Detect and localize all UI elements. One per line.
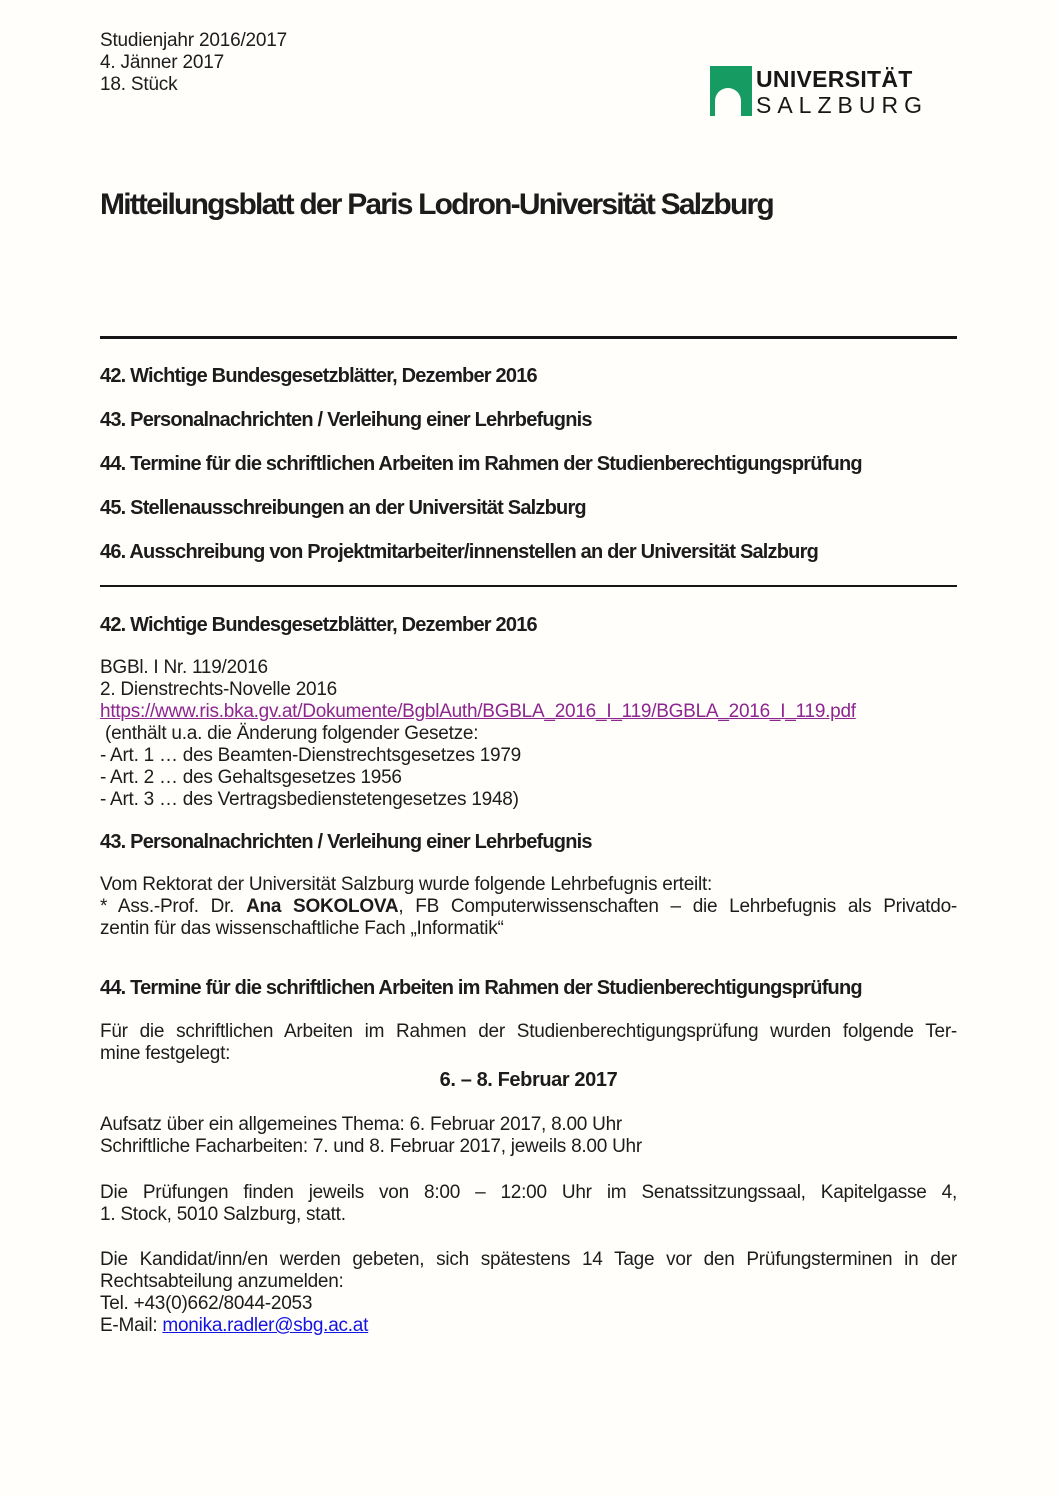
informatik-line: zentin für das wissenschaftliche Fach „Informatik“ [100,918,504,939]
toc-item-42: 42. Wichtige Bundesgesetzblätter, Dezember 2016 [100,364,537,387]
rektorat-line: Vom Rektorat der Universität Salzburg wurde folgende Lehrbefugnis erteilt: [100,874,713,895]
sokolova-prefix: * Ass.-Prof. Dr. [100,896,247,917]
exam-schedule [100,1114,957,1158]
bgbl-number: BGBl. I Nr. 119/2016 [100,657,268,678]
exam-location [100,1182,957,1226]
enthaelt-line: (enthält u.a. die Änderung folgender Gesetze: [105,723,479,744]
section-42-body [100,657,957,811]
toc-item-45: 45. Stellenausschreibungen an der Universität Salzburg [100,496,586,519]
issue-studienjahr: Studienjahr 2016/2017 [100,30,288,51]
issue-date: 4. Jänner 2017 [100,52,224,73]
bgbl-pdf-link[interactable]: https://www.ris.bka.gv.at/Dokumente/BgblAuth/BGBLA_2016_I_119/BGBLA_2016_I_119.pdf [100,701,856,722]
exam-date-range: 6. – 8. Februar 2017 [439,1069,618,1091]
pruefungen-line1: Die Prüfungen finden jeweils von 8:00 – 12:00 Uhr im Senatssitzungssaal, Kapitelgasse 4, [100,1182,957,1203]
issue-header [100,30,287,96]
sokolova-name: Ana SOKOLOVA [246,896,399,917]
sokolova-suffix: , FB Computerwissenschaften – die Lehrbefugnis als Privatdo- [398,896,957,917]
art1-line: - Art. 1 … des Beamten-Dienstrechtsgesetzes 1979 [100,745,521,766]
section-43-body [100,874,957,940]
kandidat-line2: Rechtsabteilung anzumelden: [100,1271,344,1292]
university-logo [710,66,928,118]
sokolova-line [100,896,957,918]
facharbeiten-line: Schriftliche Facharbeiten: 7. und 8. Februar 2017, jeweils 8.00 Uhr [100,1136,642,1157]
termine-line1: Für die schriftlichen Arbeiten im Rahmen der Studienberechtigungsprüfung wurden folgende Ter- [100,1021,957,1042]
logo-universitaet: UNIVERSITÄT [756,66,913,92]
logo-arch-cutout [715,88,741,116]
section-44-intro [100,1021,957,1065]
page-title: Mitteilungsblatt der Paris Lodron-Universität Salzburg [100,188,773,221]
logo-wordmark [756,67,928,118]
art2-line: - Art. 2 … des Gehaltsgesetzes 1956 [100,767,402,788]
issue-number: 18. Stück [100,74,178,95]
phone-line: Tel. +43(0)662/8044-2053 [100,1293,313,1314]
section-44-heading: 44. Termine für die schriftlichen Arbeiten im Rahmen der Studienberechtigungsprüfung [100,977,862,999]
logo-arch-icon [710,66,752,116]
section-43-heading: 43. Personalnachrichten / Verleihung einer Lehrbefugnis [100,831,592,853]
art3-line: - Art. 3 … des Vertragsbedienstetengesetzes 1948) [100,789,519,810]
toc-item-46: 46. Ausschreibung von Projektmitarbeiter/innenstellen an der Universität Salzburg [100,540,818,563]
pruefungen-line2: 1. Stock, 5010 Salzburg, statt. [100,1204,346,1225]
logo-salzburg: SALZBURG [756,92,928,118]
termine-line2: mine festgelegt: [100,1043,231,1064]
registration-info [100,1249,957,1337]
table-of-contents [100,339,957,564]
bgbl-link-line [100,701,957,723]
divider-bottom [100,585,957,588]
section-42-heading: 42. Wichtige Bundesgesetzblätter, Dezember 2016 [100,614,537,636]
email-link[interactable]: monika.radler@sbg.ac.at [162,1315,369,1336]
toc-item-43: 43. Personalnachrichten / Verleihung einer Lehrbefugnis [100,408,592,431]
email-line [100,1315,957,1337]
email-label: E-Mail: [100,1315,163,1336]
novelle-line: 2. Dienstrechts-Novelle 2016 [100,679,337,700]
content-column [100,336,957,1337]
aufsatz-line: Aufsatz über ein allgemeines Thema: 6. Februar 2017, 8.00 Uhr [100,1114,622,1135]
kandidat-line1: Die Kandidat/inn/en werden gebeten, sich spätestens 14 Tage vor den Prüfungsterminen in der [100,1249,957,1270]
toc-item-44: 44. Termine für die schriftlichen Arbeiten im Rahmen der Studienberechtigungsprüfung [100,452,862,475]
